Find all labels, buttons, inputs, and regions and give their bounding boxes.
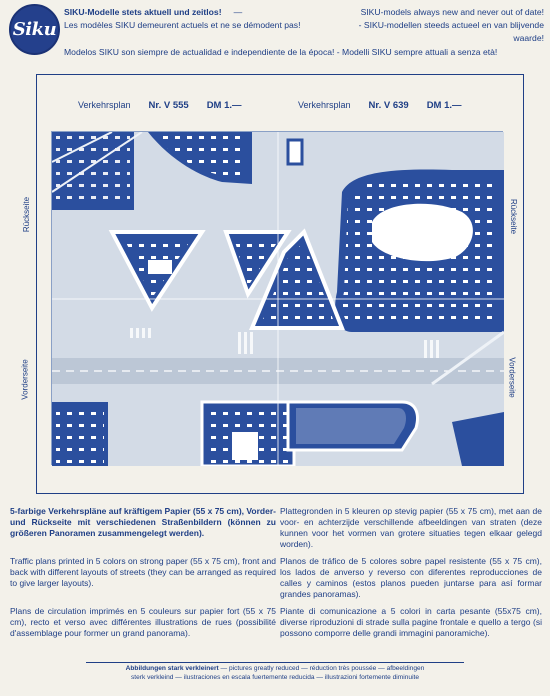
- plan-number: Nr. V 639: [368, 100, 409, 111]
- traffic-plan-image: [51, 131, 503, 465]
- plan-title-v555: [78, 100, 242, 111]
- header-line1-right: SIKU-models always new and never out of date!: [360, 7, 544, 17]
- plan-number: Nr. V 555: [148, 100, 189, 111]
- footer-note: [0, 662, 550, 682]
- block-small-square: [288, 140, 302, 164]
- header-line1-left: SIKU-Modelle stets aktuell und zeitlos!: [64, 7, 222, 17]
- description-es: Planos de tráfico de 5 colores sobre papel resistente (55 x 75 cm), los lados de anverso y reverso con diferentes reproducciones de calles y caminos (estos planos pueden juntarse para así formar grandes panoramas).: [280, 556, 542, 599]
- header-line-3: waarde!: [513, 33, 544, 44]
- header-line-4: Modelos SIKU son siempre de actualidad e independiente de la época! - Modelli SIKU sempre attuali a senza età!: [64, 46, 498, 57]
- side-label-right-back: Rückseite: [509, 198, 519, 235]
- plan-label: Verkehrsplan: [298, 100, 351, 110]
- plan-title-v639: [298, 100, 462, 111]
- header-line1-dash: —: [233, 7, 243, 17]
- description-it: Piante di comunicazione a 5 colori in carta pesante (55x75 cm), diverse riproduzioni di strade sulla pagine frontale e quello a tergo (si possono comporre delle grandi immagini panoramiche).: [280, 606, 542, 638]
- header-line2-right: - SIKU-modellen steeds actueel en van blijvende: [358, 20, 544, 31]
- description-nl: Plattegronden in 5 kleuren op stevig papier (55 x 75 cm), met aan de voor- en achterzijde verschillende afbeeldingen van straten (deze kunnen voor het vormen van grotere situaties tegen elkaar gelegd worden).: [280, 506, 542, 549]
- side-label-left-back: Rückseite: [22, 196, 32, 233]
- header-line-2: [64, 19, 544, 32]
- description-de: 5-farbige Verkehrspläne auf kräftigem Papier (55 x 75 cm), Vorder- und Rückseite mit verschiedenen Straßenbildern (können zu größeren Panoramen zusammengelegt werden).: [10, 506, 276, 538]
- plan-price: DM 1.—: [206, 100, 242, 111]
- plan-price: DM 1.—: [426, 100, 462, 111]
- footer-line1-bold: Abbildungen stark verkleinert: [125, 665, 219, 672]
- footer-line1-rest: — pictures greatly reduced — réduction très poussée — afbeeldingen: [218, 665, 425, 672]
- header-line-1: [64, 6, 544, 19]
- side-label-left-front: Vorderseite: [20, 359, 30, 400]
- siku-logo: [9, 4, 60, 55]
- footer-line-2: sterk verkleind — ilustraciones en escala fuertemente reducida — illustrazioni fortemente diminuite: [130, 674, 420, 681]
- description-fr: Plans de circulation imprimés en 5 couleurs sur papier fort (55 x 75 cm), recto et verso avec différentes illustrations de rues (possibilité d'assemblage pour former un grand panorama).: [10, 606, 276, 638]
- plan-label: Verkehrsplan: [78, 100, 131, 110]
- traffic-plan-drawing: [52, 132, 504, 466]
- side-label-right-front: Vorderseite: [507, 357, 517, 398]
- footer-line-1: [0, 662, 550, 673]
- header-text: [64, 6, 544, 59]
- header-line2-left: Les modèles SIKU demeurent actuels et ne se démodent pas!: [64, 20, 301, 31]
- logo-text: Siku: [12, 19, 57, 40]
- footer-rule: [86, 662, 464, 663]
- description-en: Traffic plans printed in 5 colors on strong paper (55 x 75 cm), front and back with different layouts of streets (they can be arranged as required to give larger layouts).: [10, 556, 276, 588]
- block-right-oval-lake: [372, 204, 473, 261]
